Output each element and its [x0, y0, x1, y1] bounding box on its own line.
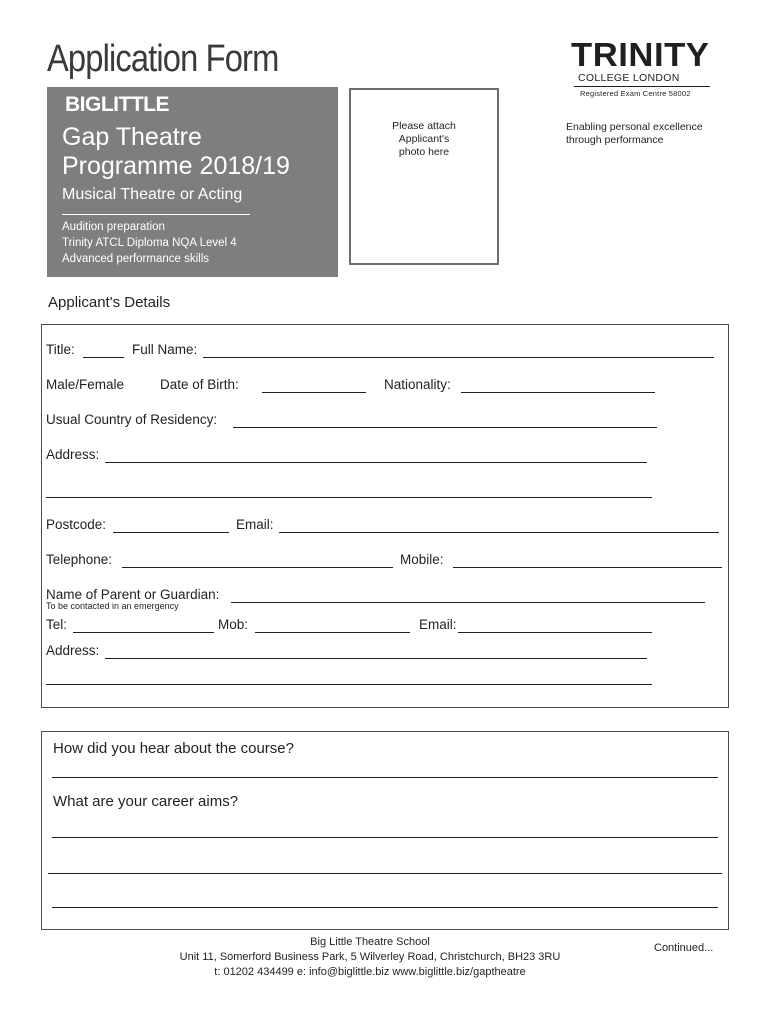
- residency-label: Usual Country of Residency:: [46, 412, 218, 427]
- guardian-address-field-2[interactable]: [46, 684, 652, 685]
- footer-contact: [150, 935, 590, 980]
- gender-label: Male/Female: [46, 377, 125, 392]
- address-field[interactable]: [105, 462, 647, 463]
- programme-features: [62, 219, 237, 267]
- trinity-logo-sub: COLLEGE LONDON: [578, 72, 680, 84]
- feature-item: Audition preparation: [62, 221, 165, 233]
- dob-label: Date of Birth:: [160, 377, 239, 392]
- email-field[interactable]: [279, 532, 719, 533]
- guardian-field[interactable]: [231, 602, 705, 603]
- hear-about-question: How did you hear about the course?: [53, 740, 294, 757]
- postcode-field[interactable]: [113, 532, 229, 533]
- address-row: [46, 447, 726, 465]
- feature-item: Advanced performance skills: [62, 253, 210, 265]
- guardian-address-label: Address:: [46, 643, 100, 658]
- trinity-logo: TRINITY: [571, 36, 710, 73]
- panel-divider: [62, 214, 250, 215]
- mob-field[interactable]: [255, 632, 410, 633]
- tel-label: Tel:: [46, 617, 68, 632]
- guardian-address-row-2: [46, 669, 726, 687]
- applicant-details-heading: Applicant's Details: [48, 294, 171, 311]
- nationality-field[interactable]: [461, 392, 655, 393]
- programme-title: [62, 123, 290, 181]
- brand-logo: BIGLITTLE: [65, 93, 169, 116]
- course-questions-box: [41, 731, 729, 930]
- page-title: Application Form: [47, 38, 279, 80]
- guardian-address-field[interactable]: [105, 658, 647, 659]
- personal-row: [46, 377, 726, 395]
- address-field-2[interactable]: [46, 497, 652, 498]
- career-aims-field-2[interactable]: [48, 873, 722, 874]
- guardian-label: Name of Parent or Guardian:: [46, 587, 220, 602]
- mobile-field[interactable]: [453, 567, 722, 568]
- full-name-field[interactable]: [203, 357, 714, 358]
- phone-row: [46, 552, 726, 570]
- postcode-row: [46, 517, 726, 535]
- email-label: Email:: [236, 517, 274, 532]
- programme-panel: [47, 87, 338, 277]
- postcode-label: Postcode:: [46, 517, 107, 532]
- exam-centre-note: Registered Exam Centre 58002: [580, 89, 691, 98]
- programme-subtitle: Musical Theatre or Acting: [62, 186, 243, 203]
- feature-item: Trinity ATCL Diploma NQA Level 4: [62, 237, 237, 249]
- footer-address: Unit 11, Somerford Business Park, 5 Wilverley Road, Christchurch, BH23 3RU: [179, 951, 561, 963]
- photo-box[interactable]: [349, 88, 499, 265]
- title-field[interactable]: [83, 357, 124, 358]
- telephone-field[interactable]: [122, 567, 393, 568]
- career-aims-field-1[interactable]: [52, 837, 718, 838]
- residency-field[interactable]: [233, 427, 657, 428]
- guardian-note: To be contacted in an emergency: [46, 601, 179, 611]
- address-label: Address:: [46, 447, 100, 462]
- guardian-email-label: Email:: [419, 617, 457, 632]
- telephone-label: Telephone:: [46, 552, 113, 567]
- programme-title-line1: Gap Theatre: [62, 123, 202, 151]
- hear-about-field[interactable]: [52, 777, 718, 778]
- guardian-phone-row: [46, 617, 726, 635]
- logo-divider: [574, 86, 710, 87]
- title-label: Title:: [46, 342, 75, 357]
- name-row: [46, 342, 726, 360]
- mob-label: Mob:: [218, 617, 249, 632]
- footer-school-name: Big Little Theatre School: [310, 936, 430, 948]
- programme-title-line2: Programme 2018/19: [62, 152, 290, 180]
- applicant-details-box: [41, 324, 729, 708]
- mobile-label: Mobile:: [400, 552, 444, 567]
- career-aims-question: What are your career aims?: [53, 793, 239, 810]
- tel-field[interactable]: [73, 632, 214, 633]
- trinity-tagline: Enabling personal excellence through performance: [566, 121, 703, 146]
- footer-contact-details: t: 01202 434499 e: info@biglittle.biz www.biglittle.biz/gaptheatre: [214, 966, 526, 978]
- dob-field[interactable]: [262, 392, 366, 393]
- continued-note: Continued...: [654, 942, 714, 954]
- guardian-address-row: [46, 643, 726, 661]
- guardian-email-field[interactable]: [458, 632, 652, 633]
- career-aims-field-3[interactable]: [52, 907, 718, 908]
- address-row-2: [46, 482, 726, 500]
- photo-instructions: Please attach Applicant's photo here: [392, 120, 456, 158]
- nationality-label: Nationality:: [384, 377, 451, 392]
- residency-row: [46, 412, 726, 430]
- full-name-label: Full Name:: [132, 342, 198, 357]
